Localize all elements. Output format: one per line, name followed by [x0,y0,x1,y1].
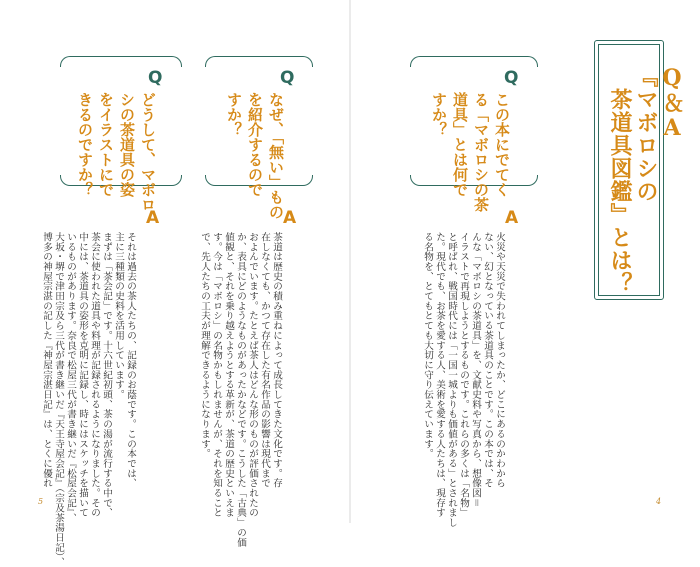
a-label: A [146,208,160,228]
a-label: A [283,208,297,228]
answer-text: 火災や天災で失われてしまったか、どこにあるのかわから ない、幻となっている茶道具のことです。この本では、そ んな「マボロシの茶道具」を、文献史料や写真から、想像図＝ イラストで再現しようとするものです。これらの多くは「名物」 と呼ばれ、戦国時代には「一国一城よりも価値がある」とされまし た。現代でも、お茶を愛する人、美術を愛する人たちは、現存す る名物を、とてもとても大切に守り伝えています。 [422,232,505,528]
bracket-top [60,56,182,67]
bracket-top [205,56,313,67]
q-label: Q [148,68,163,88]
question-box-1 [410,56,538,212]
q-label: Q [504,68,519,88]
a-label: A [505,208,519,228]
question-text: なぜ、「無い」もの を紹介するので すか？ [225,92,285,220]
answer-text: それは過去の茶人たちの、記録のお蔭です。この本では、 主に三種類の史料を活用しています。 まずは「茶会記」です。十六世紀初頭、茶の湯が流行する中で、 茶会に使われた道具や料理が記録されるようになりました。その 中には、茶道具の姿形を克明に記録し、時にはスケッチを描いて いるものがあります。奈良で松屋三代が書き継いだ『松屋会記』、 大坂・堺で津田宗及ら三代が書き継いだ『天王寺屋会記』（宗及茶湯日記）、 博多の神屋宗湛の記した『神屋宗湛日記』は、とくに優れ [41,232,136,567]
title-box [594,40,685,300]
page-number-left: 5 [38,497,44,506]
question-box-3 [60,56,182,212]
page-number-right: 4 [656,497,662,506]
bracket-top [410,56,538,67]
question-text: どうして、マボロ シの茶道具の姿 をイラストにで きるのですか？ [76,92,157,212]
answer-text: 茶道は歴史の積み重ねによって成長してきた文化です。存 在しなくても、かつて存在した有名作品の影響は現代まで およんでいます。たとえば茶人はどんな形のものが評価されたの か、表具にどのようなものがあったかなどです。こうした「古典」の価 値観と、それを乗り越えようとする革新が、茶道の歴史といえま す。今は「マボロシ」の名物かもしれませんが、それを知ること で、先人たちの工夫が理解できるようになります。 [199,232,282,548]
question-box-2 [205,56,313,220]
page-gutter [349,0,351,523]
q-label: Q [280,68,295,88]
question-text: この本にでてく る「マボロシの茶 道具」とは何で すか？ [430,92,511,212]
page-title: Q＆A 『マボロシの 茶道具図鑑』とは？ [607,65,685,295]
